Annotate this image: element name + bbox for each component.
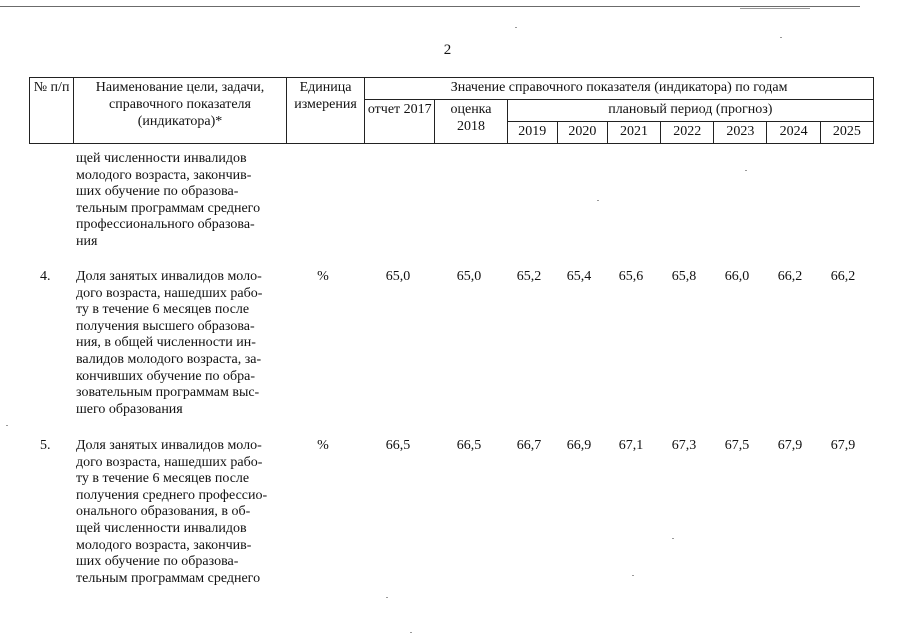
name-line: Доля занятых инвалидов моло-	[76, 269, 262, 284]
name-line: зовательным программам выс-	[76, 385, 260, 401]
value-2024: 67,9	[777, 438, 803, 453]
scan-speck	[386, 597, 388, 598]
value-2020: 65,4	[566, 269, 592, 284]
name-line: ших обучение по образова-	[76, 184, 239, 200]
value-2019: 66,7	[516, 438, 542, 453]
name-line: щей численности инвалидов	[76, 151, 247, 166]
value-2022: 65,8	[671, 269, 697, 284]
header-year: 2024	[767, 122, 820, 144]
name-line: онального образования, в об-	[76, 504, 251, 520]
value-2025: 67,9	[830, 438, 856, 453]
value-2020: 66,9	[566, 438, 592, 453]
name-line: молодого возраста, закончив-	[76, 537, 252, 553]
header-estimate: оценка 2018	[435, 100, 507, 144]
value-2023: 67,5	[724, 438, 750, 453]
header-year: 2023	[714, 122, 767, 144]
scan-speck	[515, 27, 517, 28]
header-col-unit: Единица измерения	[286, 78, 364, 144]
row-number: 5.	[40, 438, 51, 453]
row-continuation-name	[76, 151, 281, 251]
name-line: дого возраста, нашедших рабо-	[76, 454, 263, 470]
name-line: валидов молодого возраста, за-	[76, 351, 262, 367]
name-line: щей численности инвалидов	[76, 520, 247, 536]
name-line: получения среднего профессио-	[76, 487, 268, 503]
name-line: ту в течение 6 месяцев после	[76, 302, 250, 318]
value-2024: 66,2	[777, 269, 803, 284]
scan-speck	[780, 37, 782, 38]
scan-edge-line-2	[740, 8, 810, 9]
table-header	[29, 77, 874, 144]
value-2022: 67,3	[671, 438, 697, 453]
name-line: молодого возраста, закончив-	[76, 167, 252, 183]
scan-speck	[410, 632, 412, 633]
page-number: 2	[443, 42, 452, 58]
name-line: ния, в общей численности ин-	[76, 335, 256, 351]
scan-speck	[597, 200, 599, 201]
name-line: Доля занятых инвалидов моло-	[76, 438, 262, 453]
value-2025: 66,2	[830, 269, 856, 284]
name-line: тельным программам среднего	[76, 570, 261, 586]
scan-edge-line	[0, 6, 860, 7]
header-year: 2021	[607, 122, 660, 144]
value-2019: 65,2	[516, 269, 542, 284]
header-year: 2022	[661, 122, 714, 144]
value-estimate-2018: 65,0	[456, 269, 482, 284]
name-line: ших обучение по образова-	[76, 554, 239, 570]
name-line: ния	[76, 233, 98, 249]
scan-speck	[6, 425, 8, 426]
row-name	[76, 269, 281, 418]
row-name	[76, 438, 281, 587]
value-estimate-2018: 66,5	[456, 438, 482, 453]
name-line: получения высшего образова-	[76, 318, 255, 334]
row-unit: %	[317, 438, 329, 453]
name-line: шего образования	[76, 401, 183, 417]
name-line: кончивших обучение по обра-	[76, 368, 256, 384]
header-col-values: Значение справочного показателя (индикатора) по годам	[365, 78, 874, 100]
value-report-2017: 66,5	[385, 438, 411, 453]
scan-speck	[632, 575, 634, 576]
value-2021: 65,6	[618, 269, 644, 284]
value-2023: 66,0	[724, 269, 750, 284]
header-col-name: Наименование цели, задачи, справочного показателя (индикатора)*	[74, 78, 287, 144]
header-year: 2025	[820, 122, 873, 144]
row-number: 4.	[40, 269, 51, 284]
row-unit: %	[317, 269, 329, 284]
value-report-2017: 65,0	[385, 269, 411, 284]
scan-speck	[745, 170, 747, 171]
header-year: 2020	[557, 122, 607, 144]
name-line: профессионального образова-	[76, 217, 255, 233]
header-plan-period: плановый период (прогноз)	[507, 100, 873, 122]
scan-speck	[672, 538, 674, 539]
header-report: отчет 2017	[365, 100, 435, 144]
name-line: ту в течение 6 месяцев после	[76, 471, 250, 487]
name-line: тельным программам среднего	[76, 200, 261, 216]
name-line: дого возраста, нашедших рабо-	[76, 285, 263, 301]
header-year: 2019	[507, 122, 557, 144]
header-col-num: № п/п	[30, 78, 74, 144]
value-2021: 67,1	[618, 438, 644, 453]
